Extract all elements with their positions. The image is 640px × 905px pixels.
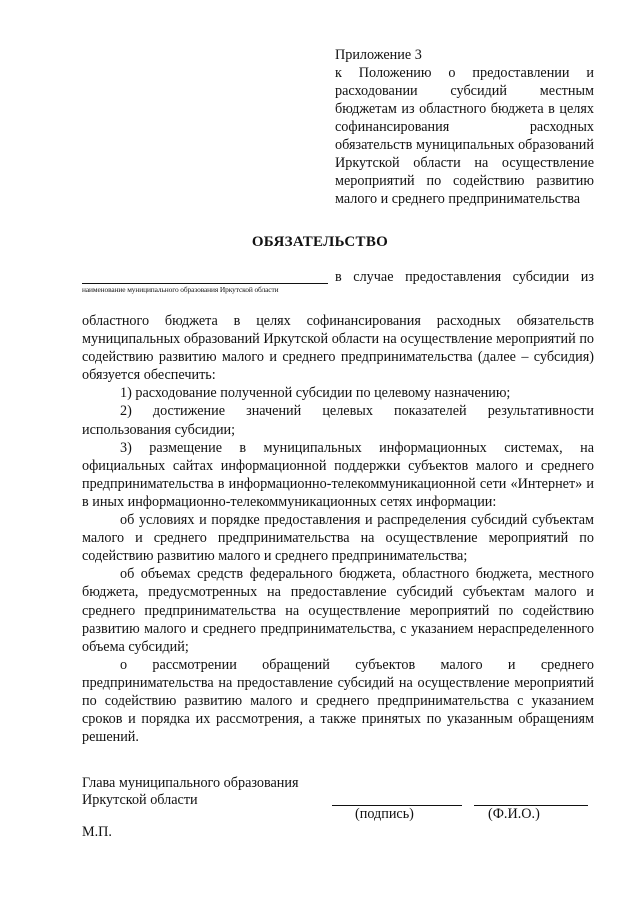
appendix-heading: Приложение 3 [335,47,422,63]
appendix-text: к Положению о предоставлении и расходовании субсидий местным бюджетам из областного бюджета в целях софинансирования расходных обязательств муниципальных образований Иркутской области на осуществление мероприятий по содействию развитию малого и среднего предпринимательства [335,65,594,207]
paragraph-item-3: 3) размещение в муниципальных информационных системах, на официальных сайтах информационной поддержки субъектов малого и среднего предпринимательства в информационно-телекоммуникационной сети «Интернет» и в иных информационно-телекоммуникационных сетях информации: [82,439,594,510]
signatory-position [82,775,299,809]
paragraph-intro: областного бюджета в целях софинансирования расходных обязательств муниципальных образований Иркутской области на осуществление мероприятий по содействию развитию малого и среднего предпринимательства (далее – субсидия) обязуется обеспечить: [82,313,594,384]
municipality-blank-line [82,283,328,284]
stamp-place-label: М.П. [82,824,112,840]
case-text: в случае предоставления субсидии из [335,269,594,285]
paragraph-sub-2: об объемах средств федерального бюджета, областного бюджета, местного бюджета, предусмотренных на предоставление субсидий субъектам малого и среднего предпринимательства на осуществление мероприятий по содействию развитию малого и среднего предпринимательства, с указанием нераспределенного объема субсидий; [82,566,594,655]
paragraph-item-1: 1) расходование полученной субсидии по целевому назначению; [120,385,511,402]
signatory-position-line-2: Иркутской области [82,792,198,808]
document-title: ОБЯЗАТЕЛЬСТВО [251,234,389,250]
appendix-block [335,46,594,208]
signatory-position-line-1: Глава муниципального образования [82,775,299,791]
signature-caption: (подпись) [355,806,414,822]
paragraph-sub-1: об условиях и порядке предоставления и распределения субсидий субъектам малого и среднего предпринимательства на осуществление мероприятий по содействию развитию малого и среднего предпринимательства; [82,512,594,565]
municipality-field-caption: наименование муниципального образования Иркутской области [82,285,279,294]
name-caption: (Ф.И.О.) [488,806,540,822]
paragraph-sub-3: о рассмотрении обращений субъектов малого и среднего предпринимательства на предоставление субсидий на осуществление мероприятий по содействию развитию малого и среднего предпринимательства с указанием сроков и порядка их рассмотрения, а также принятых по указанным обращениям решений. [82,656,594,746]
obligation-body [82,312,594,746]
paragraph-item-2: 2) достижение значений целевых показателей результативности использования субсидии; [82,403,594,438]
